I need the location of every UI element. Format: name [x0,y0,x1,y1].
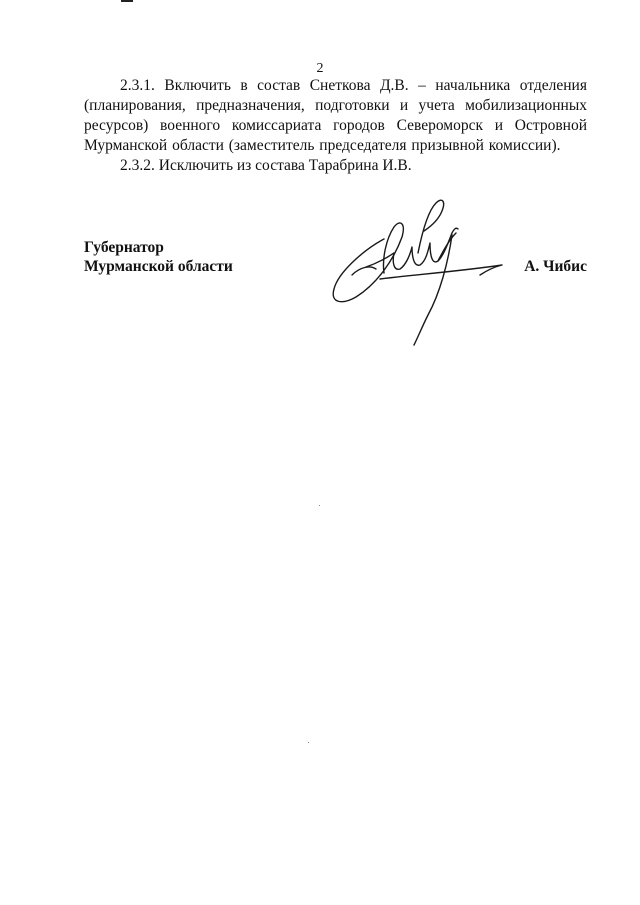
handwritten-signature [322,193,508,348]
signatory-name: А. Чибис [524,258,587,275]
scan-speck [319,505,320,506]
scan-speck [308,742,309,743]
scan-artifact [121,0,133,2]
signatory-position-line1: Губернатор [84,239,164,256]
paragraph-2-3-2: 2.3.2. Исключить из состава Тарабрина И.В. [120,157,412,174]
signatory-position-line2: Мурманской области [84,258,233,275]
document-body [84,76,587,176]
paragraph-2-3-1: 2.3.1. Включить в состав Снеткова Д.В. – начальника отделения (планирования, предназначения, подготовки и учета мобилизационных ресурсов) военного комиссариата городов Североморск и Островной Мурманской области (заместитель председателя призывной комиссии). [84,77,587,154]
signatory-position [84,238,233,276]
page-number: 2 [316,61,324,76]
